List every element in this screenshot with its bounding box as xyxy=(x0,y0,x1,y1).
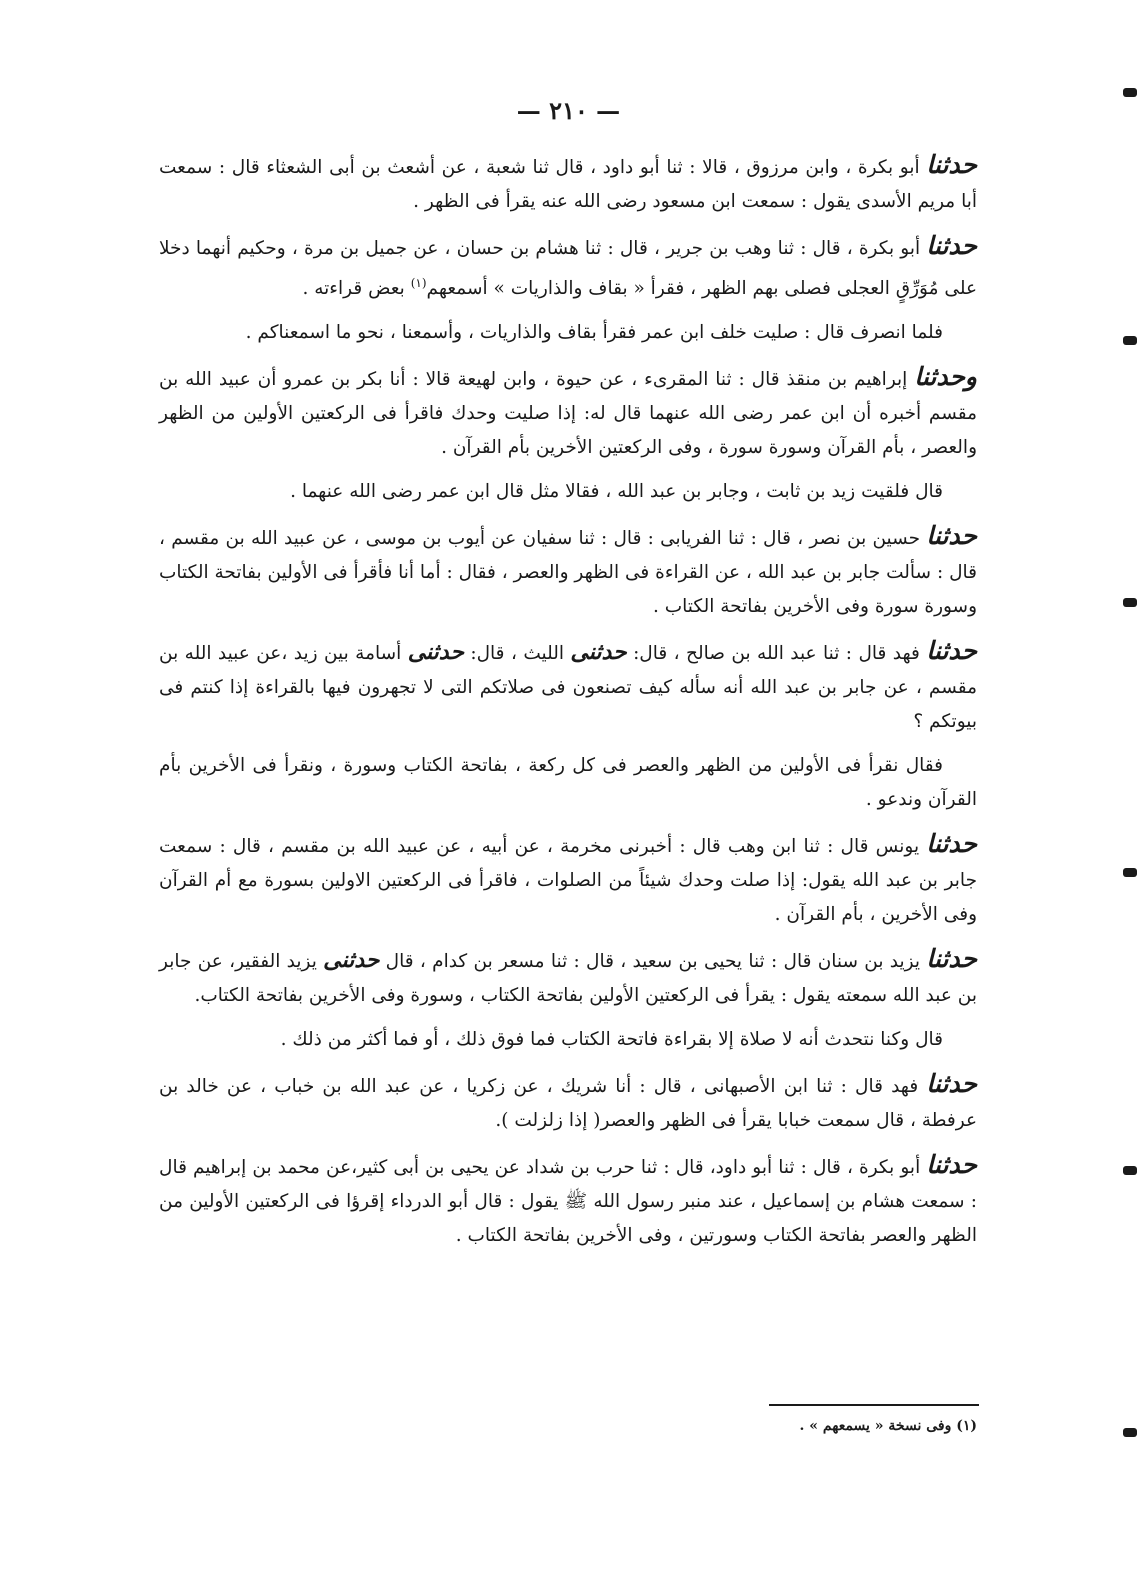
narration-lead: حدثنا xyxy=(926,829,977,859)
paragraph-text: فهد قال : ثنا عبد الله بن صالح ، قال: xyxy=(626,643,927,665)
paragraph xyxy=(159,360,977,465)
paragraph xyxy=(159,634,977,739)
paragraph-text: بعض قراءته . xyxy=(302,278,411,300)
paragraph-text: الليث ، قال: xyxy=(463,643,571,665)
paragraph-text: أبو بكرة ، وابن مرزوق ، قالا : ثنا أبو داود ، قال ثنا شعبة ، عن أشعث بن أبى الشعثاء قال : سمعت أبا مريم الأسدى يقول : سمعت ابن مسعود رضى الله عنه يقرأ فى الظهر . xyxy=(159,157,977,212)
paragraph xyxy=(159,1023,977,1057)
paragraph-text: قال فلقيت زيد بن ثابت ، وجابر بن عبد الله ، فقالا مثل قال ابن عمر رضى الله عنهما . xyxy=(290,481,943,503)
narration-lead: حدثنى xyxy=(570,639,627,666)
paragraph xyxy=(159,942,977,1013)
narration-lead: حدثنا xyxy=(926,636,977,666)
paragraph-text: أبو بكرة ، قال : ثنا وهب بن جرير ، قال : ثنا هشام بن حسان ، عن جميل بن مرة ، وحكيم أنهما دخلا على مُوَرِّقٍ العجلى فصلى بهم الظهر ، فقرأ « بقاف والذاريات » أسمعهم xyxy=(159,238,977,300)
paragraph-text: يزيد بن سنان قال : ثنا يحيى بن سعيد ، قال : ثنا مسعر بن كدام ، قال xyxy=(379,951,927,973)
paragraph-text: يونس قال : ثنا ابن وهب قال : أخبرنى مخرمة ، عن أبيه ، عن عبيد الله بن مقسم ، قال : سمعت جابر بن عبد الله يقول: إذا صلت وحدك شيئاً من الصلوات ، فاقرأ فى الركعتين الاولين بسورة مع أم القرآن وفى الأخرين ، بأم القرآن . xyxy=(159,836,977,926)
narration-lead: حدثنا xyxy=(926,1069,977,1099)
paragraph xyxy=(159,316,977,350)
scan-edge-mark xyxy=(1123,868,1137,877)
paragraph xyxy=(159,229,977,306)
narration-lead: حدثنى xyxy=(323,947,380,974)
footnote-marker: (١) xyxy=(410,276,427,290)
paragraph xyxy=(159,148,977,219)
paragraph xyxy=(159,519,977,624)
paragraph-text: قال وكنا نتحدث أنه لا صلاة إلا بقراءة فاتحة الكتاب فما فوق ذلك ، أو فما أكثر من ذلك . xyxy=(280,1029,943,1051)
paragraph-text: فلما انصرف قال : صليت خلف ابن عمر فقرأ بقاف والذاريات ، وأسمعنا ، نحو ما اسمعناكم . xyxy=(245,322,943,344)
scan-edge-mark xyxy=(1123,598,1137,607)
footnote: (١) وفى نسخة « يسمعهم » . xyxy=(799,1418,977,1434)
page-number: — ٢١٠ — xyxy=(516,96,621,125)
paragraph xyxy=(159,827,977,932)
narration-lead: حدثنى xyxy=(407,639,464,666)
narration-lead: حدثنا xyxy=(926,521,977,551)
narration-lead: حدثنا xyxy=(926,944,977,974)
narration-lead: حدثنا xyxy=(926,150,977,179)
paragraph-text: فهد قال : ثنا ابن الأصبهانى ، قال : أنا شريك ، عن زكريا ، عن عبد الله بن خباب ، عن خالد بن عرفطة ، قال سمعت خبابا يقرأ فى الظهر والعصر( إذا زلزلت ). xyxy=(159,1076,977,1132)
paragraph-text: أبو بكرة ، قال : ثنا أبو داود، قال : ثنا حرب بن شداد عن يحيى بن أبى كثير،عن محمد بن إبراهيم قال : سمعت هشام بن إسماعيل ، عند منبر رسول الله ﷺ يقول : قال أبو الدرداء إقرؤا فى الركعتين الأولين من الظهر والعصر بفاتحة الكتاب وسورتين ، وفى الأخرين بفاتحة الكتاب . xyxy=(159,1157,977,1247)
narration-lead: حدثنا xyxy=(926,231,977,260)
paragraph xyxy=(159,1148,977,1253)
paragraph-text: حسين بن نصر ، قال : ثنا الفريابى : قال : ثنا سفيان عن أيوب بن موسى ، عن عبيد الله بن مقسم ، قال : سألت جابر بن عبد الله ، عن القراءة فى الظهر والعصر ، فقال : أما أنا فأقرأ فى الأولين بفاتحة الكتاب وسورة سورة وفى الأخرين بفاتحة الكتاب . xyxy=(159,528,977,618)
paragraph-text: فقال نقرأ فى الأولين من الظهر والعصر فى كل ركعة ، بفاتحة الكتاب وسورة ، ونقرأ فى الأخرين بأم القرآن وندعو . xyxy=(159,755,977,811)
paragraph-text: أسامة بين زيد ،عن عبيد الله بن مقسم ، عن جابر بن عبد الله أنه سأله كيف تصنعون فى صلاتكم التى لا تجهرون فيها بالقراءة إذا كنتم فى بيوتكم ؟ xyxy=(159,643,977,733)
footnote-divider xyxy=(769,1404,979,1406)
body-text xyxy=(159,148,977,1263)
scan-edge-mark xyxy=(1123,1166,1137,1175)
scan-edge-mark xyxy=(1123,336,1137,345)
paragraph-text: يزيد الفقير، عن جابر بن عبد الله سمعته يقول : يقرأ فى الركعتين الأولين بفاتحة الكتاب ، وسورة وفى الأخرين بفاتحة الكتاب. xyxy=(159,951,977,1007)
paragraph xyxy=(159,1067,977,1138)
narration-lead: حدثنا xyxy=(914,362,965,392)
paragraph-text: إبراهيم بن منقذ قال : ثنا المقرىء ، عن حيوة ، وابن لهيعة قالا : أنا بكر بن عمرو أن عبيد الله بن مقسم أخبره أن ابن عمر رضى الله عنهما قال له: إذا صليت وحدك فاقرأ فى الركعتين الأولين من الظهر والعصر ، بأم القرآن وسورة سورة ، وفى الركعتين الأخرين بأم القرآن . xyxy=(159,369,977,459)
scan-edge-mark xyxy=(1123,1428,1137,1437)
paragraph xyxy=(159,749,977,817)
narration-lead: حدثنا xyxy=(926,1150,977,1180)
paragraph xyxy=(159,475,977,509)
narration-prefix: و xyxy=(964,362,977,392)
